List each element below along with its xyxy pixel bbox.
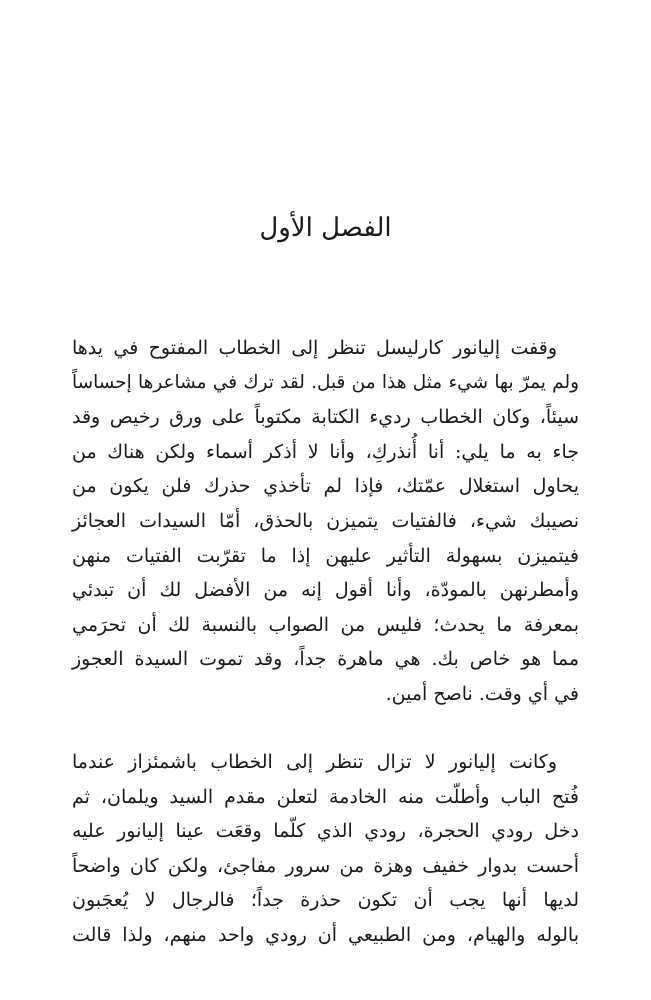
- text-line: ولم يمرّ بها شيء مثل هذا من قبل. لقد ترك في مشاعرها إحساساً: [72, 371, 579, 393]
- text-line: أحست بدوار خفيف وهزة من سرور مفاجئ، ولكن كان واضحاً: [72, 854, 579, 877]
- paragraph-2: [72, 745, 579, 953]
- text-line: يحاول استغلال عمّتك، فإذا لم تأخذي حذرك فلن يكون من: [72, 475, 579, 498]
- text-line: في أي وقت. ناصح أمين.: [385, 682, 579, 705]
- text-line: جاء به ما يلي: أنا أُنذركِ، وأنا لا أذكر أسماء ولكن هناك من: [72, 440, 579, 463]
- text-line: دخل رودي الحجرة، رودي الذي كلّما وقعَت عينا إليانور عليه: [72, 820, 579, 843]
- text-line: بالوله والهيام، ومن الطبيعي أن رودي واحد منهم، ولذا قالت: [72, 923, 579, 946]
- paragraph-1: [72, 331, 579, 712]
- text-line: وكانت إليانور لا تزال تنظر إلى الخطاب باشمئزاز عندما: [72, 751, 557, 773]
- text-line: وقفت إليانور كارليسل تنظر إلى الخطاب المفتوح في يدها: [72, 337, 557, 359]
- text-line: لديها أنها يجب أن تكون حذرة جداً؛ فالرجال لا يُعجَبون: [72, 889, 579, 912]
- text-line: فُتح الباب وأطلّت منه الخادمة لتعلن مقدم السيد ويلمان، ثم: [72, 785, 579, 808]
- chapter-title: الفصل الأول: [259, 213, 392, 243]
- text-line: سيئاً، وكان الخطاب رديء الكتابة مكتوباً على ورق رخيص وقد: [72, 406, 579, 429]
- text-line: وأمطرنهن بالمودّة، وأنا أقول إنه من الأفضل لك أن تبدئي: [72, 579, 579, 602]
- text-line: بمعرفة ما يحدث؛ فليس من الصواب بالنسبة لك أن تحرَمي: [72, 613, 579, 636]
- text-line: مما هو خاص بك. هي ماهرة جداً، وقد تموت السيدة العجوز: [72, 648, 579, 671]
- text-line: نصيبك شيء، فالفتيات يتميزن بالحذق، أمّا السيدات العجائز: [72, 509, 579, 532]
- text-line: فيتميزن بسهولة التأثير عليهن إذا ما تقرّبت الفتيات منهن: [72, 544, 579, 567]
